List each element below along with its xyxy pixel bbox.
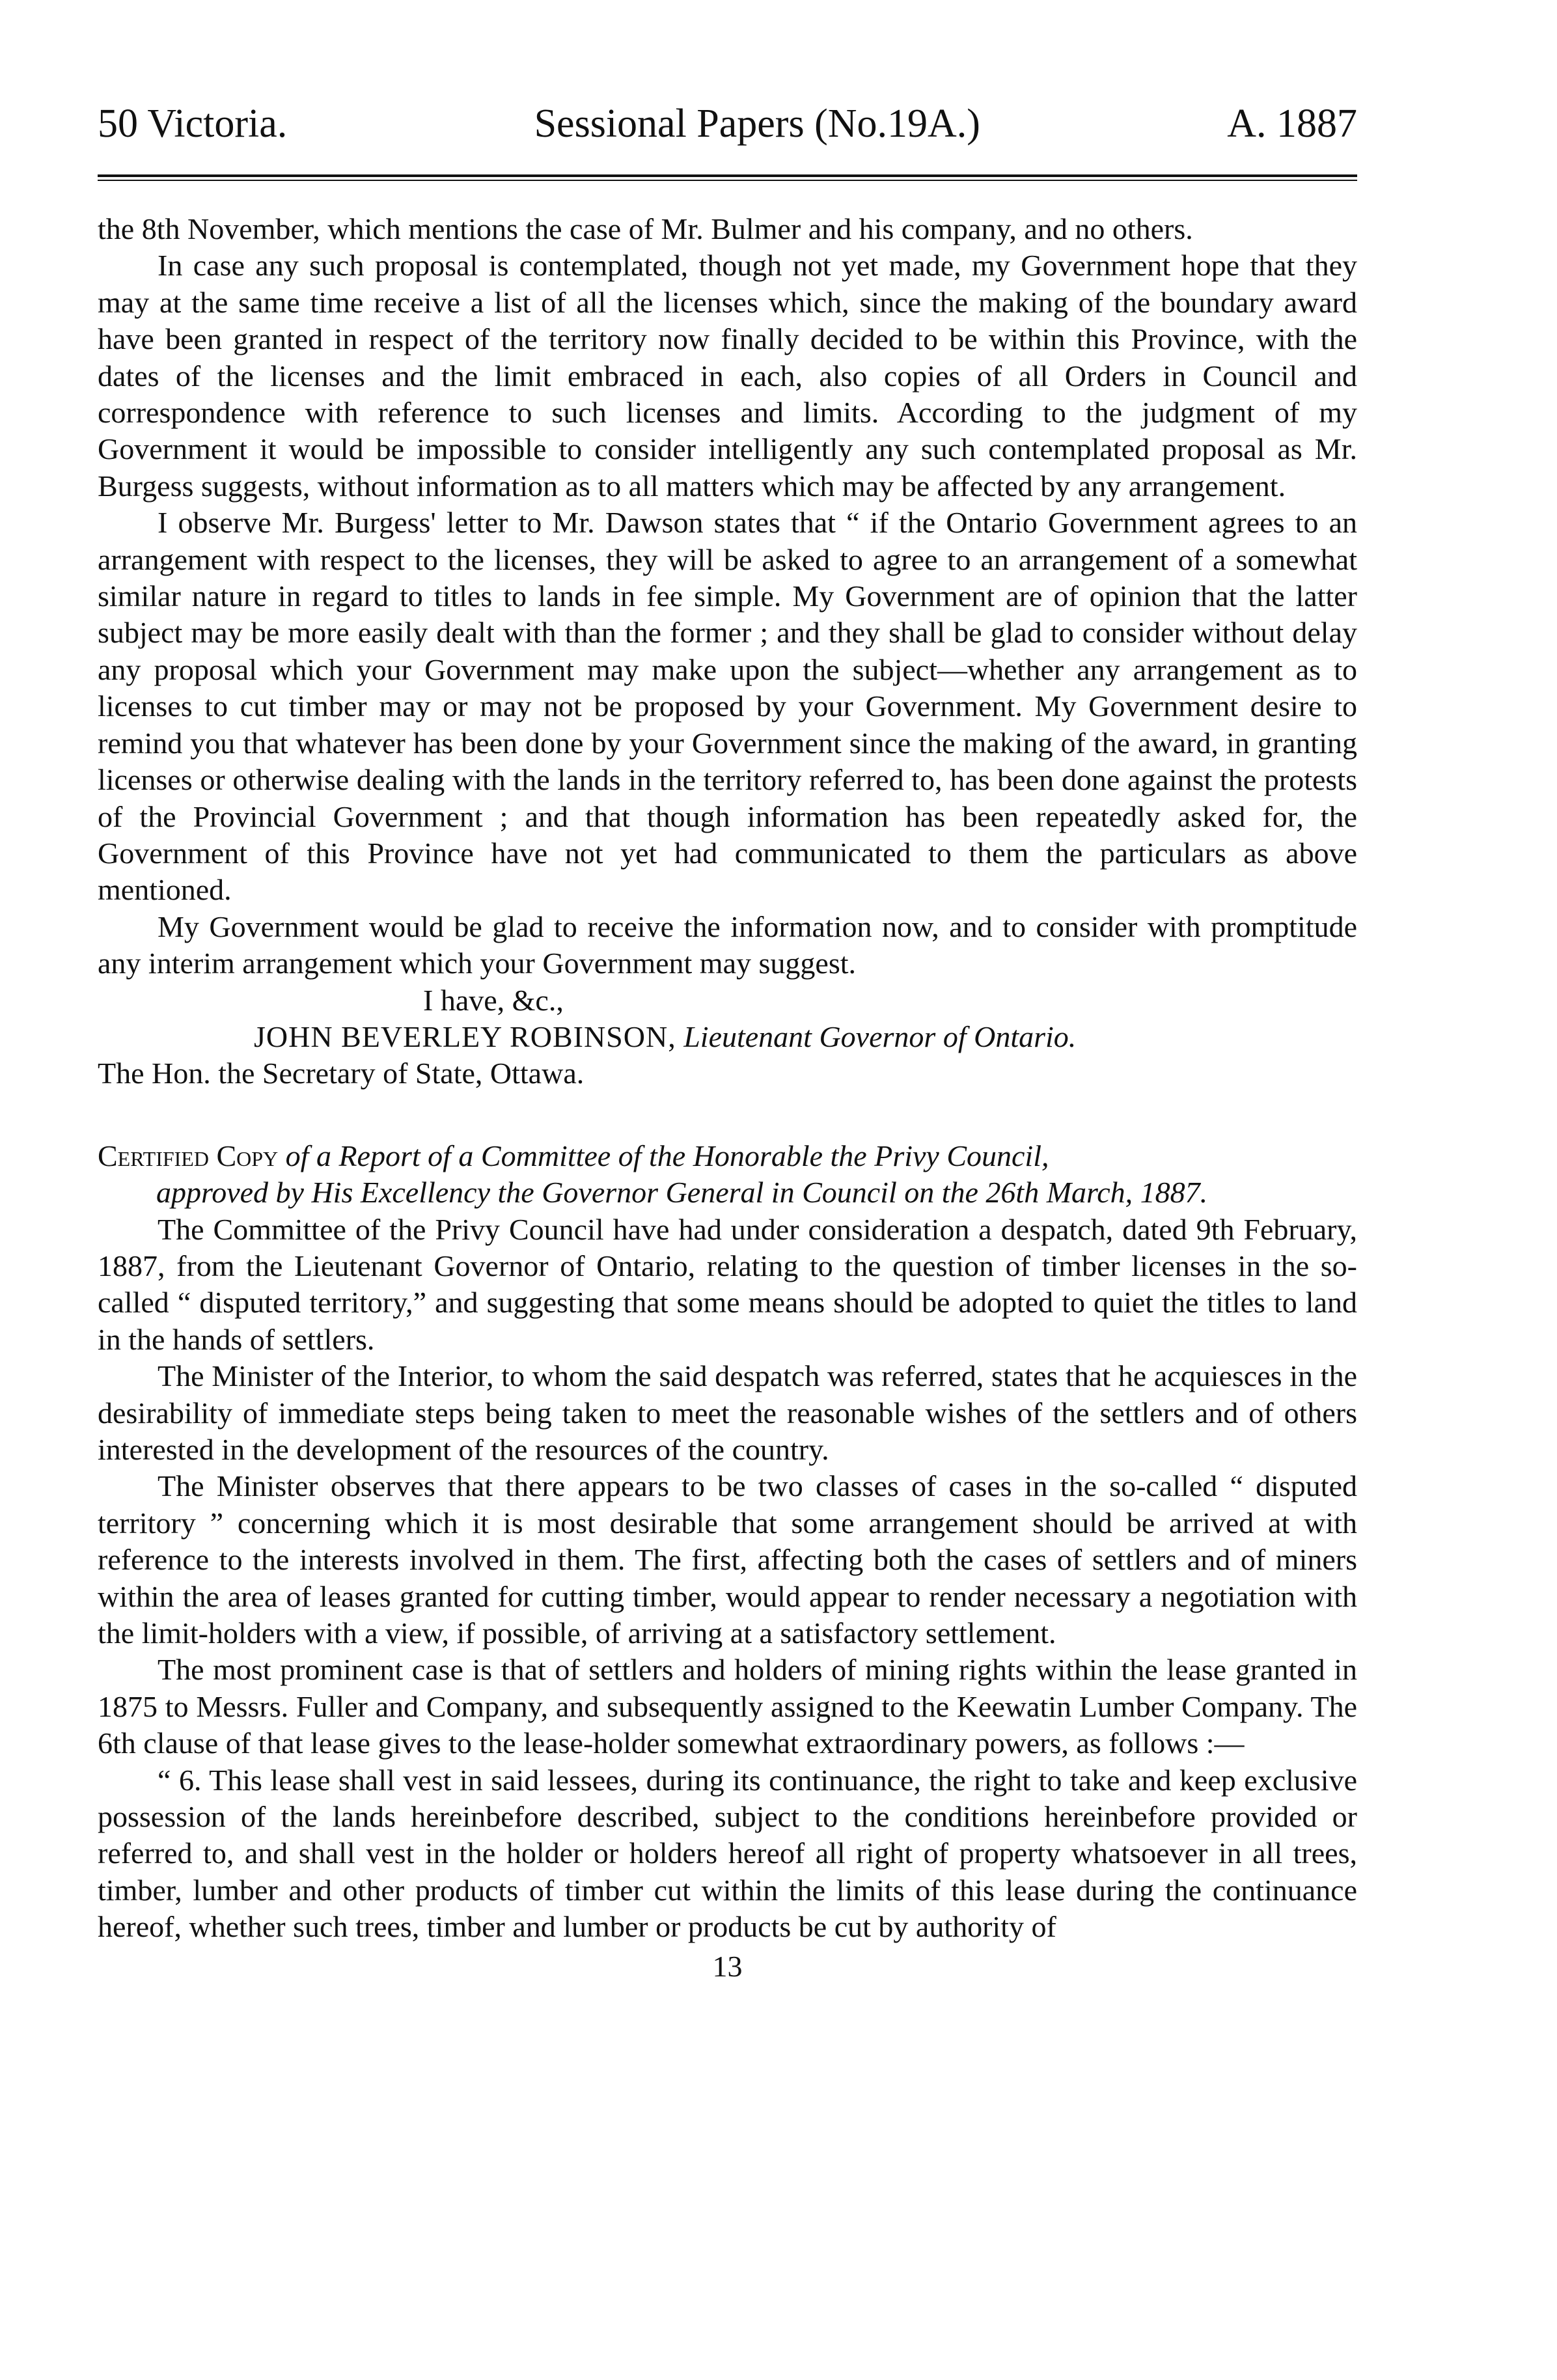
running-header: [98, 98, 1357, 150]
header-year: A. 1887: [1227, 102, 1357, 146]
signature-line: [98, 1019, 1357, 1055]
report-title-line-2: approved by His Excellency the Governor General in Council on the 26th March, 1887.: [156, 1176, 1208, 1210]
addressee: The Hon. the Secretary of State, Ottawa.: [98, 1057, 585, 1090]
header-session: 50 Victoria.: [98, 102, 288, 146]
lease-clause-quote: “ 6. This lease shall vest in said lessees, during its continuance, the right to take and keep exclusive possession of the lands hereinbefore described, subject to the conditions hereinbefore provided or referred to, and shall vest in the holder or holders hereof all right of property whatsoever in all trees, timber, lumber and other products of timber cut within the limits of this lease during the continuance hereof, whether such trees, timber and lumber or products be cut by authority of: [98, 1763, 1357, 1944]
closing-salutation: I have, &c.,: [423, 983, 564, 1017]
header-rule-thin: [98, 180, 1357, 181]
letter-paragraph-1: the 8th November, which mentions the case of Mr. Bulmer and his company, and no others.: [98, 212, 1193, 245]
signer-title: Lieutenant Governor of Ontario.: [683, 1019, 1077, 1053]
report-title-line-1: of a Report of a Committee of the Honorable the Privy Council,: [285, 1139, 1049, 1172]
header-rule: [98, 174, 1357, 177]
report-paragraph-2: The Minister of the Interior, to whom the said despatch was referred, states that he acquiesces in the desirability of immediate steps being taken to meet the reasonable wishes of the settlers and of others interested in the development of the resources of the country.: [98, 1359, 1357, 1466]
report-heading: [98, 1138, 1357, 1174]
header-series: Sessional Papers (No.19A.): [534, 102, 980, 146]
report-paragraph-3: The Minister observes that there appears to be two classes of cases in the so-called “ disputed territory ” concerning which it is most desirable that some arrangement should be arrived at with reference to the interests involved in them. The first, affecting both the cases of settlers and of miners within the area of leases granted for cutting timber, would appear to render necessary a negotiation with the limit-holders with a view, if possible, of arriving at a satisfactory settlement.: [98, 1469, 1357, 1650]
letter-paragraph-2: In case any such proposal is contemplated, though not yet made, my Government hope that they may at the same time receive a list of all the licenses which, since the making of the boundary award have been granted in respect of the territory now finally decided to be within this Province, with the dates of the licenses and the limit embraced in each, also copies of all Orders in Council and correspondence with reference to such licenses and limits. According to the judgment of my Government it would be impossible to consider intelligently any such contemplated proposal as Mr. Burgess suggests, without information as to all matters which may be affected by any arrangement.: [98, 249, 1357, 503]
report-lead: Certified Copy: [98, 1139, 279, 1172]
letter-paragraph-3: I observe Mr. Burgess' letter to Mr. Dawson states that “ if the Ontario Government agrees to an arrangement with respect to the licenses, they will be asked to agree to an arrangement of a somewhat similar nature in regard to titles to lands in fee simple. My Government are of opinion that the latter subject may be more easily dealt with than the former ; and they shall be glad to consider without delay any proposal which your Government may make upon the subject—whether any arrangement as to licenses to cut timber may or may not be proposed by your Government. My Government desire to remind you that whatever has been done by your Government since the making of the award, in granting licenses or otherwise dealing with the lands in the territory referred to, has been done against the protests of the Provincial Government ; and that though information has been repeatedly asked for, the Government of this Province have not yet had communicated to them the particulars as above mentioned.: [98, 506, 1357, 907]
letter-paragraph-4: My Government would be glad to receive the information now, and to consider with promptitude any interim arrangement which your Government may suggest.: [98, 909, 1357, 980]
report-paragraph-1: The Committee of the Privy Council have had under consideration a despatch, dated 9th February, 1887, from the Lieutenant Governor of Ontario, relating to the question of timber licenses in the so-called “ disputed territory,” and suggesting that some means should be adopted to quiet the titles to land in the hands of settlers.: [98, 1212, 1357, 1356]
document-page: [98, 98, 1357, 1985]
signer-name: JOHN BEVERLEY ROBINSON,: [254, 1019, 676, 1053]
report-paragraph-4: The most prominent case is that of settlers and holders of mining rights within the lease granted in 1875 to Messrs. Fuller and Company, and subsequently assigned to the Keewatin Lumber Company. The 6th clause of that lease gives to the lease-holder somewhat extraordinary powers, as follows :—: [98, 1653, 1357, 1760]
page-number: 13: [712, 1949, 743, 1983]
